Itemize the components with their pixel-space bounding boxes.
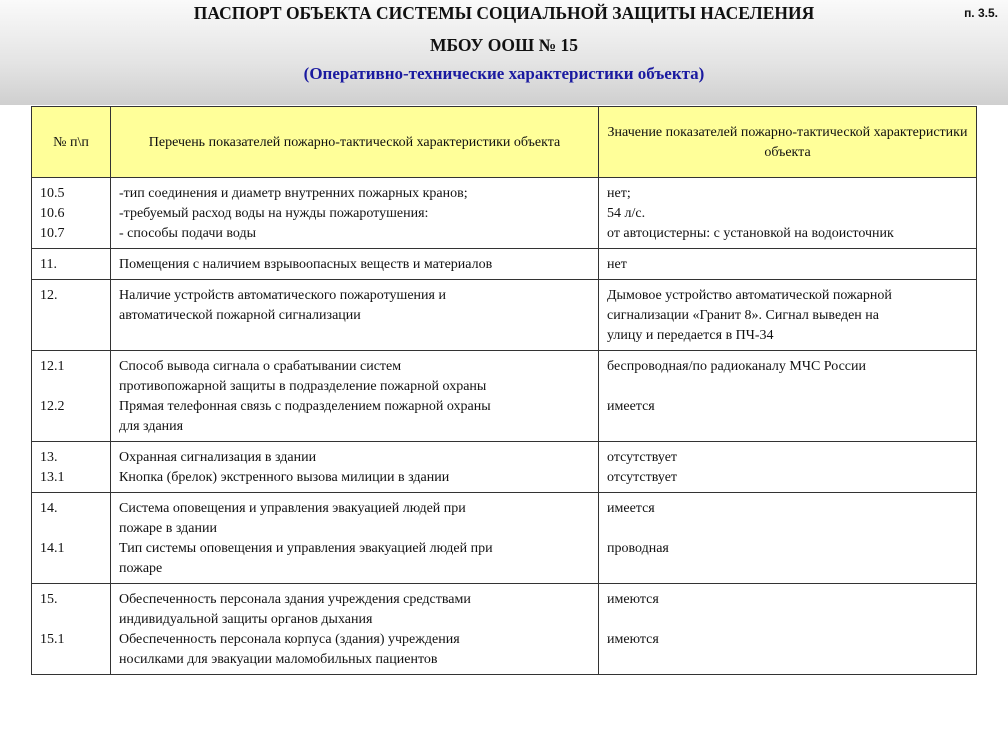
cell-line: 12. xyxy=(40,288,58,303)
cell-line: 10.5 xyxy=(40,186,65,201)
row-number-cell xyxy=(32,280,111,351)
cell-line: улицу и передается в ПЧ-34 xyxy=(607,328,774,343)
column-header-indicator: Перечень показателей пожарно-тактической характеристики объекта xyxy=(111,107,599,178)
column-header-value: Значение показателей пожарно-тактической характеристики объекта xyxy=(599,107,977,178)
value-cell xyxy=(599,584,977,675)
cell-line: 13.1 xyxy=(40,470,65,485)
row-number-cell xyxy=(32,442,111,493)
cell-line: имеются xyxy=(607,592,659,607)
cell-line xyxy=(40,519,102,539)
row-number-cell xyxy=(32,493,111,584)
indicator-cell xyxy=(111,280,599,351)
cell-line: от автоцистерны: с установкой на водоисточник xyxy=(607,226,894,241)
cell-line: 12.1 xyxy=(40,359,65,374)
value-cell xyxy=(599,493,977,584)
cell-line: 13. xyxy=(40,450,58,465)
table-row xyxy=(32,584,977,675)
cell-line: 15.1 xyxy=(40,632,65,647)
cell-line: 14. xyxy=(40,501,58,516)
cell-line: беспроводная/по радиоканалу МЧС России xyxy=(607,359,866,374)
page-reference: п. 3.5. xyxy=(964,6,998,20)
table-row xyxy=(32,442,977,493)
row-number-cell xyxy=(32,351,111,442)
cell-line: для здания xyxy=(119,419,184,434)
value-cell xyxy=(599,351,977,442)
cell-line: Система оповещения и управления эвакуацией людей при xyxy=(119,501,466,516)
cell-line: -тип соединения и диаметр внутренних пожарных кранов; xyxy=(119,186,468,201)
cell-line: отсутствует xyxy=(607,450,678,465)
value-cell xyxy=(599,280,977,351)
cell-line: Наличие устройств автоматического пожаротушения и xyxy=(119,288,446,303)
cell-line: нет xyxy=(607,257,627,272)
cell-line: -требуемый расход воды на нужды пожаротушения: xyxy=(119,206,429,221)
indicator-cell xyxy=(111,584,599,675)
cell-line: носилками для эвакуации маломобильных пациентов xyxy=(119,652,438,667)
value-cell xyxy=(599,249,977,280)
cell-line: 54 л/с. xyxy=(607,206,646,221)
cell-line: 15. xyxy=(40,592,58,607)
column-header-number: № п\п xyxy=(32,107,111,178)
cell-line: проводная xyxy=(607,541,669,556)
indicator-cell xyxy=(111,351,599,442)
cell-line: Обеспеченность персонала здания учреждения средствами xyxy=(119,592,471,607)
cell-line: Прямая телефонная связь с подразделением пожарной охраны xyxy=(119,399,491,414)
cell-line: противопожарной защиты в подразделение пожарной охраны xyxy=(119,379,487,394)
cell-line: 11. xyxy=(40,257,57,272)
cell-line: индивидуальной защиты органов дыхания xyxy=(119,612,373,627)
cell-line xyxy=(607,377,968,397)
cell-line: имеется xyxy=(607,399,655,414)
row-number-cell xyxy=(32,584,111,675)
cell-line xyxy=(40,610,102,630)
indicator-cell xyxy=(111,178,599,249)
cell-line: Помещения с наличием взрывоопасных веществ и материалов xyxy=(119,257,493,272)
cell-line: сигнализации «Гранит 8». Сигнал выведен на xyxy=(607,308,880,323)
cell-line: Охранная сигнализация в здании xyxy=(119,450,317,465)
cell-line: 10.7 xyxy=(40,226,65,241)
cell-line: 12.2 xyxy=(40,399,65,414)
characteristics-table xyxy=(31,106,977,675)
row-number-cell xyxy=(32,178,111,249)
row-number-cell xyxy=(32,249,111,280)
cell-line: нет; xyxy=(607,186,631,201)
cell-line: автоматической пожарной сигнализации xyxy=(119,308,361,323)
cell-line: пожаре в здании xyxy=(119,521,217,536)
table-row xyxy=(32,249,977,280)
cell-line: имеются xyxy=(607,632,659,647)
document-title: ПАСПОРТ ОБЪЕКТА СИСТЕМЫ СОЦИАЛЬНОЙ ЗАЩИТЫ НАСЕЛЕНИЯ xyxy=(193,3,815,23)
cell-line: Кнопка (брелок) экстренного вызова милиции в здании xyxy=(119,470,450,485)
cell-line: 14.1 xyxy=(40,541,65,556)
indicator-cell xyxy=(111,493,599,584)
cell-line: Обеспеченность персонала корпуса (здания) учреждения xyxy=(119,632,460,647)
value-cell xyxy=(599,178,977,249)
cell-line xyxy=(40,377,102,397)
table-row xyxy=(32,351,977,442)
cell-line: 10.6 xyxy=(40,206,65,221)
table-row xyxy=(32,178,977,249)
cell-line: - способы подачи воды xyxy=(119,226,256,241)
table-row xyxy=(32,493,977,584)
cell-line: Тип системы оповещения и управления эвакуацией людей при xyxy=(119,541,493,556)
cell-line: отсутствует xyxy=(607,470,678,485)
cell-line: Дымовое устройство автоматической пожарной xyxy=(607,288,892,303)
cell-line: имеется xyxy=(607,501,655,516)
section-title: (Оперативно-технические характеристики объекта) xyxy=(303,64,705,83)
table-header-row xyxy=(32,107,977,178)
cell-line: Способ вывода сигнала о срабатывании систем xyxy=(119,359,402,374)
institution-name: МБОУ ООШ № 15 xyxy=(429,35,579,55)
cell-line: пожаре xyxy=(119,561,163,576)
indicator-cell xyxy=(111,249,599,280)
table-row xyxy=(32,280,977,351)
cell-line xyxy=(607,610,968,630)
value-cell xyxy=(599,442,977,493)
cell-line xyxy=(607,519,968,539)
indicator-cell xyxy=(111,442,599,493)
